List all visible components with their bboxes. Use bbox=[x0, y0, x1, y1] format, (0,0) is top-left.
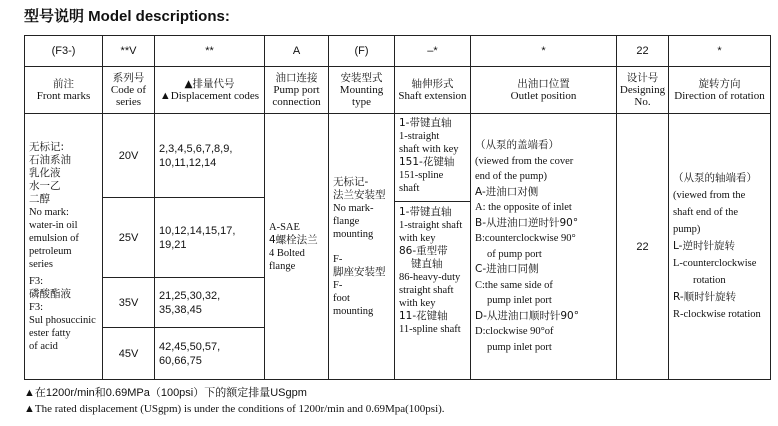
port-line: 4 Bolted bbox=[269, 247, 305, 259]
shaft-line: 86-重型带 bbox=[399, 245, 448, 257]
code-rotation: * bbox=[669, 36, 771, 67]
outlet-line: end of the pump) bbox=[475, 171, 548, 182]
mounting-line: mounting bbox=[333, 228, 374, 240]
mounting-line: 无标记- bbox=[333, 175, 369, 188]
port-line: flange bbox=[269, 260, 296, 272]
header-en: Designing No. bbox=[619, 84, 666, 108]
front-marks-line: No mark: bbox=[29, 206, 69, 218]
outlet-line: （从泵的盖端看） bbox=[475, 139, 559, 151]
series-cell: 20V bbox=[103, 114, 155, 198]
header-cn: 设计号 bbox=[626, 72, 659, 84]
mounting-line: No mark-flange bbox=[333, 202, 374, 227]
shaft-line: 1-straight shaft bbox=[399, 220, 463, 231]
displacement-cell: 2,3,4,5,6,7,8,9, 10,11,12,14 bbox=[155, 114, 265, 198]
outlet-line: D:clockwise 90°of bbox=[475, 326, 554, 337]
port-line: A-SAE bbox=[269, 221, 300, 233]
header-cn: 前注 bbox=[53, 78, 74, 90]
header-series bbox=[103, 67, 155, 114]
header-cn: 轴伸形式 bbox=[411, 78, 454, 90]
rotation-cell bbox=[669, 114, 771, 380]
outlet-line: pump inlet port bbox=[487, 341, 552, 353]
header-port bbox=[265, 67, 329, 114]
shaft-line: with key bbox=[399, 298, 436, 309]
rotation-line: R-顺时针旋转 bbox=[673, 291, 737, 303]
header-front-marks bbox=[25, 67, 103, 114]
rotation-line: rotation bbox=[693, 275, 726, 286]
series-cell: 25V bbox=[103, 198, 155, 278]
outlet-line: D-从进油口顺时针90° bbox=[475, 309, 579, 322]
code-mounting: (F) bbox=[329, 36, 395, 67]
front-marks-line: of acid bbox=[29, 340, 58, 352]
series-cell: 35V bbox=[103, 278, 155, 328]
header-mounting bbox=[329, 67, 395, 114]
header-outlet bbox=[471, 67, 617, 114]
front-marks-line: F3: bbox=[29, 275, 44, 287]
outlet-cell bbox=[471, 114, 617, 380]
shaft-line: 151-花键轴 bbox=[399, 156, 455, 168]
displacement-cell: 42,45,50,57, 60,66,75 bbox=[155, 328, 265, 380]
mounting-line: F- bbox=[333, 253, 343, 265]
outlet-line: of pump port bbox=[487, 248, 542, 260]
header-en: Direction of rotation bbox=[674, 90, 765, 102]
series-cell: 45V bbox=[103, 328, 155, 380]
front-marks-cell bbox=[25, 114, 103, 380]
mounting-line: foot bbox=[333, 292, 350, 304]
header-cn: ▲排量代号 bbox=[184, 78, 235, 90]
rotation-line: shaft end of the pump) bbox=[673, 207, 739, 235]
code-row bbox=[25, 36, 771, 67]
outlet-line: C:the same side of bbox=[475, 279, 553, 291]
front-marks-line: 乳化液 bbox=[29, 166, 61, 179]
outlet-line: (viewed from the cover bbox=[475, 155, 574, 167]
displacement-cell: 21,25,30,32, 35,38,45 bbox=[155, 278, 265, 328]
header-rotation bbox=[669, 67, 771, 114]
footnote-cn: ▲在1200r/min和0.69MPa（100psi）下的额定排量USgpm bbox=[24, 387, 307, 399]
header-design bbox=[617, 67, 669, 114]
code-displacement: ** bbox=[155, 36, 265, 67]
header-en: Pump port connection bbox=[272, 84, 321, 108]
outlet-line: A-进油口对侧 bbox=[475, 185, 539, 198]
mounting-cell bbox=[329, 114, 395, 380]
code-design: 22 bbox=[617, 36, 669, 67]
front-marks-line: emulsion of bbox=[29, 232, 79, 244]
outlet-line: A: the opposite of inlet bbox=[475, 202, 572, 213]
header-en: Front marks bbox=[36, 90, 91, 102]
rotation-line: (viewed from the bbox=[673, 190, 746, 201]
front-marks-line: petroleum bbox=[29, 245, 72, 257]
header-en: Outlet position bbox=[510, 90, 577, 102]
front-marks-line: water-in oil bbox=[29, 219, 78, 231]
shaft-line: 11-spline shaft bbox=[399, 324, 461, 335]
model-table bbox=[24, 35, 771, 380]
header-en: Mounting type bbox=[339, 84, 384, 108]
shaft-line bbox=[395, 201, 470, 219]
header-cn: 油口连接 bbox=[275, 72, 318, 84]
header-shaft bbox=[395, 67, 471, 114]
front-marks-line: 磷酸酯液 bbox=[29, 287, 71, 300]
mounting-line: 法兰安装型 bbox=[333, 188, 386, 201]
front-marks-line: 水一乙 bbox=[29, 179, 61, 192]
displacement-cell: 10,12,14,15,17, 19,21 bbox=[155, 198, 265, 278]
shaft-line: 1-straight bbox=[399, 131, 440, 142]
port-connection-cell bbox=[265, 114, 329, 380]
header-row bbox=[25, 67, 771, 114]
page-title: 型号说明 Model descriptions: bbox=[24, 8, 230, 25]
code-series: **V bbox=[103, 36, 155, 67]
shaft-line: shaft with key bbox=[399, 144, 459, 155]
front-marks-line: ester fatty bbox=[29, 327, 71, 339]
mounting-line: 脚座安装型 bbox=[333, 265, 386, 278]
header-cn: 旋转方向 bbox=[698, 78, 741, 90]
shaft-line: 1-带键直轴 bbox=[399, 117, 452, 129]
table-row bbox=[25, 114, 771, 198]
header-cn: 系列号 bbox=[112, 72, 145, 84]
front-marks-line: Sul phosuccinic bbox=[29, 314, 96, 326]
mounting-line: F- bbox=[333, 279, 343, 291]
port-line: 4螺栓法兰 bbox=[269, 233, 318, 246]
header-cn: 出油口位置 bbox=[517, 78, 570, 90]
header-displacement bbox=[155, 67, 265, 114]
code-shaft: –* bbox=[395, 36, 471, 67]
front-marks-line: 石油系油 bbox=[29, 153, 71, 166]
outlet-line: B:counterclockwise 90° bbox=[475, 233, 576, 244]
shaft-line: 151-spline bbox=[399, 170, 444, 181]
outlet-line: pump inlet port bbox=[487, 295, 552, 306]
header-en: Shaft extension bbox=[398, 90, 467, 102]
mounting-line: mounting bbox=[333, 305, 374, 317]
header-en: Code of series bbox=[110, 84, 147, 108]
header-cn: 安装型式 bbox=[340, 72, 383, 84]
front-marks-line: F3: bbox=[29, 301, 44, 313]
front-marks-line: series bbox=[29, 258, 53, 270]
front-marks-line: 无标记: bbox=[29, 140, 65, 153]
rotation-line: （从泵的轴端看） bbox=[673, 172, 757, 184]
shaft-line: with key bbox=[399, 233, 436, 244]
outlet-line: C-进油口同侧 bbox=[475, 263, 539, 275]
footnote-en: ▲The rated displacement (USgpm) is under the conditions of 1200r/min and 0.69Mpa(100psi). bbox=[24, 403, 445, 415]
shaft-line: 86-heavy-duty bbox=[399, 272, 461, 283]
shaft-line: 11-花键轴 bbox=[399, 310, 448, 322]
shaft-line-text: 1-带键直轴 bbox=[399, 206, 452, 218]
outlet-line: B-从进油口逆时针90° bbox=[475, 216, 579, 229]
design-no-cell: 22 bbox=[617, 114, 669, 380]
front-marks-line: 二醇 bbox=[29, 192, 50, 205]
rotation-line: R-clockwise rotation bbox=[673, 309, 761, 320]
rotation-line: L-逆时针旋转 bbox=[673, 240, 735, 252]
code-outlet: * bbox=[471, 36, 617, 67]
header-en: ▲Displacement codes bbox=[159, 90, 260, 102]
code-port: A bbox=[265, 36, 329, 67]
code-front-marks: (F3-) bbox=[25, 36, 103, 67]
shaft-line: 键直轴 bbox=[411, 258, 443, 270]
shaft-line: shaft bbox=[399, 183, 420, 194]
shaft-cell bbox=[395, 114, 471, 380]
shaft-line: straight shaft bbox=[399, 285, 454, 296]
rotation-line: L-counterclockwise bbox=[673, 258, 757, 269]
